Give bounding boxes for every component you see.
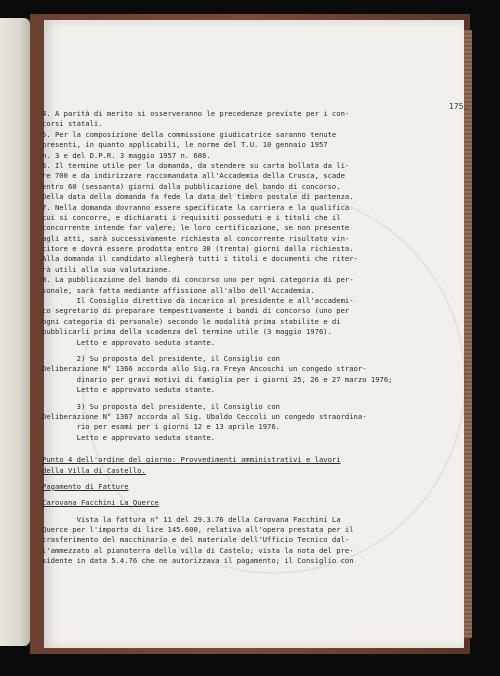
text-line: Deliberazione N° 1366 accorda allo Sig.ra Freya Ancoschi un congedo straor- [42, 364, 367, 374]
text-line: 8. La pubblicazione del bando di concorso uno per ogni categoria di per- [42, 275, 354, 285]
text-line: agli atti, sarà successivamente richiesta al concorrente risultato vin- [42, 233, 350, 243]
page-number: 175. [449, 102, 469, 111]
text-line: Letto e approvato seduta stante. [42, 385, 216, 395]
text-line: pubblicarli prima della scadenza del termine utile (3 maggio 1976). [42, 327, 332, 337]
text-line: ogni categoria di personale) secondo le modalità prima stabilite e di [42, 316, 341, 326]
text-line: sidente in data 5.4.76 che ne autorizzava il pagamento; il Consiglio con [42, 556, 354, 566]
text-line: concorrente intende far valere; le loro certificazione, se non presente [42, 223, 350, 233]
text-line: Vista la fattura n° 11 del 29.3.76 della Carovana Facchini La [42, 514, 341, 524]
text-line: entro 60 (sessanta) giorni dalla pubblicazione del bando di concorso. [42, 181, 341, 191]
text-line: corsi statali. [42, 119, 103, 129]
text-line: n. 3 e del D.P.R. 3 maggio 1957 n. 686. [42, 150, 211, 160]
section-heading: della Villa di Castello. [42, 465, 146, 475]
text-line: 6. Il termine utile per la domanda, da stendere su carta bollata da li- [42, 160, 350, 170]
text-line: Il Consiglio direttivo dà incarico al presidente e all'accademi- [42, 296, 354, 306]
section-heading: Punto 4 dell'ordine del giorno: Provvedimenti amministrativi e lavori [42, 455, 341, 465]
text-line: cui si concorre, e dichiarati i requisiti posseduti e i titoli che il [42, 212, 341, 222]
subheading: Carovana Facchini La Querce [42, 498, 159, 508]
page-edge [464, 30, 472, 638]
text-line: Alla domanda il candidato allegherà tutti i titoli e documenti che riter- [42, 254, 358, 264]
text-line: Querce per l'importo di lire 145.600, relativa all'opera prestata per il [42, 525, 354, 535]
text-line: trasferimento del macchinario e del materiale dell'Ufficio Tecnico dal- [42, 535, 350, 545]
text-line: l'ammezzato al pianoterra della villa di Castelo; vista la nota del pre- [42, 545, 354, 555]
text-line: citore e dovrà essere prodotta entro 30 (trenta) giorni dalla richiesta. [42, 244, 354, 254]
text-line: presenti, in quanto applicabili, le norme del T.U. 10 gennaio 1957 [42, 140, 328, 150]
text-line: sonale, sarà fatta mediante affissione all'albo dell'Accademia. [42, 285, 315, 295]
text-line: Letto e approvato seduta stante. [42, 337, 216, 347]
text-line: dinario per gravi motivi di famiglia per i giorni 25, 26 e 27 marzo 1976; [42, 374, 393, 384]
text-line: Letto e approvato seduta stante. [42, 432, 216, 442]
subheading: Pagamento di Fatture [42, 481, 129, 491]
left-page-edge [0, 18, 30, 646]
text-line: 5. Per la composizione della commissione giudicatrice saranno tenute [42, 129, 337, 139]
page-text [42, 109, 427, 567]
text-line: 4. A parità di merito si osserveranno le precedenze previste per i con- [42, 109, 350, 118]
text-line: 7. Nella domanda dovranno essere specificate la carriera e la qualifica [42, 202, 350, 212]
text-line: Della data della domanda fa fede la data del timbro postale di partenza. [42, 192, 354, 202]
text-line: re 700 e da indirizzare raccomandata all'Accademia della Crusca, scade [42, 171, 345, 181]
text-line: 3) Su proposta del presidente, il Consiglio con [42, 401, 280, 411]
text-line: co segretario di preparare tempestivamente i bandi di concorso (uno per [42, 306, 350, 316]
text-line: 2) Su proposta del presidente, il Consiglio con [42, 353, 280, 363]
text-line: Deliberazione N° 1367 accorda al Sig. Ubaldo Ceccoli un congedo straordina- [42, 411, 367, 421]
text-line: rio per esami per i giorni 12 e 13 aprile 1976. [42, 422, 280, 432]
text-line: rà utili alla sua valutazione. [42, 264, 172, 274]
